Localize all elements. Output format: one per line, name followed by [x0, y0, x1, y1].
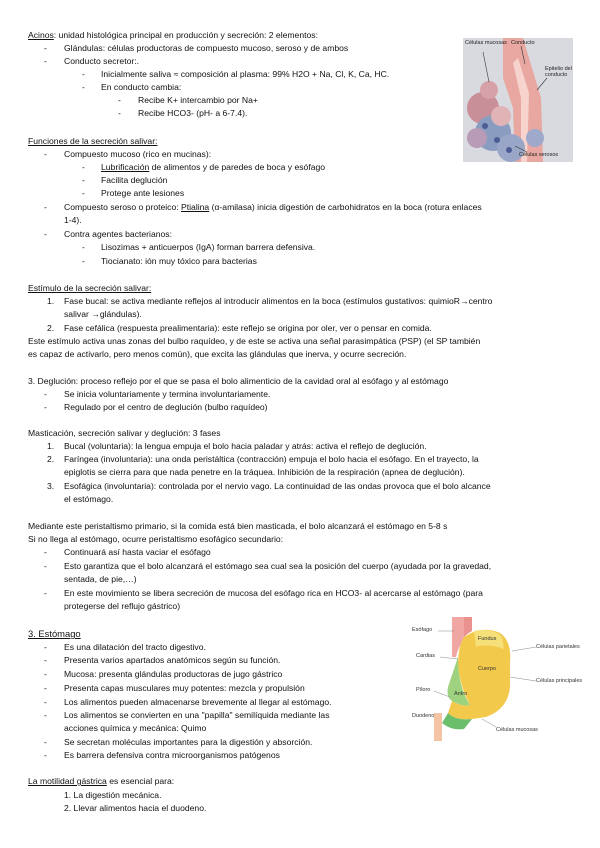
motilidad-title-rest: es esencial para: — [106, 776, 175, 786]
figure-label: Esófago — [412, 627, 433, 633]
figure-label: Cardias — [416, 653, 435, 659]
estimulo-item: Fase bucal: se activa mediante reflejos al introducir alimentos en la boca (estímulos gustativos: quimioR→centro — [64, 296, 493, 306]
seroso-text-rest: (α-amilasa) inicia digestión de carbohidratos en la boca (rotura enlaces — [209, 202, 482, 212]
estomago-item: Se secretan moléculas importantes para la digestión y absorción. — [64, 737, 313, 747]
dash-bullet: - — [44, 642, 47, 652]
estomago-item: Mucosa: presenta glándulas productoras de jugo gástrico — [64, 669, 283, 679]
seroso-text: Compuesto seroso o proteico: — [64, 202, 182, 212]
dash-bullet: - — [44, 683, 47, 693]
estomago-item: Es una dilatación del tracto digestivo. — [64, 642, 206, 652]
dash-bullet: - — [44, 402, 47, 412]
figure-label: Células principales — [536, 678, 583, 684]
acinos-item: Glándulas: células productoras de compuesto mucoso, seroso y de ambos — [64, 43, 349, 53]
estimulo-paragraph: Este estímulo activa unas zonas del bulbo raquídeo, y de este se activa una señal parasimpática (PSP) (el SP también — [28, 336, 481, 346]
masticacion-item-cont: el estómago. — [64, 494, 114, 504]
funciones-title: Funciones de la secreción salivar: — [28, 136, 158, 146]
dash-bullet: - — [44, 750, 47, 760]
dash-bullet: - — [82, 82, 85, 92]
figure-label: Duodeno — [412, 713, 435, 719]
dash-bullet: - — [82, 69, 85, 79]
estomago-title: 3. Estómago — [28, 628, 81, 639]
acinos-sub-item: En conducto cambia: — [101, 82, 182, 92]
peristaltismo-item: Continuará así hasta vaciar el esófago — [64, 547, 211, 557]
figure-label: Píloro — [416, 687, 431, 693]
figure-label: Antro — [454, 691, 468, 697]
peristaltismo-item: En este movimiento se libera secreción de mucosa del esófago rica en HCO3- al acercarse al estómago (para — [64, 588, 483, 598]
figure-label: Células mucosas — [496, 727, 538, 733]
dash-bullet: - — [44, 202, 47, 212]
acinus-figure — [463, 38, 573, 162]
dash-bullet: - — [44, 229, 47, 239]
motilidad-item: 1. La digestión mecánica. — [64, 790, 162, 800]
dash-bullet: - — [44, 547, 47, 557]
dash-bullet: - — [44, 697, 47, 707]
estimulo-paragraph: es capaz de activarlo, pero menos común), que excita las glándulas que inerva, y ocurre secreción. — [28, 349, 407, 359]
list-number: 1. — [47, 296, 55, 306]
deglucion-item: Regulado por el centro de deglución (bulbo raquídeo) — [64, 402, 268, 412]
figure-label: Células mucosas — [465, 40, 507, 46]
funciones-sub-item: Tiocianato: ión muy tóxico para bacterias — [101, 256, 257, 266]
list-number: 1. — [47, 441, 55, 451]
masticacion-item: Faríngea (involuntaria): una onda peristáltica (contracción) empuja el bolo hacia el esófago. En el trayecto, la — [64, 454, 479, 464]
acinos-subsub-item: Recibe K+ intercambio por Na+ — [138, 95, 258, 105]
peristaltismo-item-cont: protegerse del reflujo gástrico) — [64, 601, 181, 611]
estomago-item: Es barrera defensiva contra microorganismos patógenos — [64, 750, 280, 760]
dash-bullet: - — [44, 710, 47, 720]
masticacion-item: Bucal (voluntaria): la lengua empuja el bolo hacia paladar y atrás: activa el reflejo de deglución. — [64, 441, 427, 451]
dash-bullet: - — [118, 95, 121, 105]
figure-label: Epitelio del conducto — [545, 66, 572, 78]
acinos-item: Conducto secretor:. — [64, 56, 139, 66]
funciones-item: Compuesto mucoso (rico en mucinas): — [64, 149, 212, 159]
peristaltismo-paragraph: Mediante este peristaltismo primario, si la comida está bien masticada, el bolo alcanzará el estómago en 5-8 s — [28, 521, 448, 531]
dash-bullet: - — [118, 108, 121, 118]
funciones-sub-item: Facilita deglución — [101, 175, 168, 185]
figure-label: Conducto — [511, 40, 535, 46]
dash-bullet: - — [82, 256, 85, 266]
ptialina-term: Ptialina — [181, 202, 210, 212]
acinos-title: Acinos — [28, 30, 54, 40]
stomach-figure — [412, 617, 583, 741]
motilidad-item: 2. Llevar alimentos hacia el duodeno. — [64, 803, 207, 813]
funciones-item-cont: 1-4). — [64, 215, 82, 225]
estomago-item-cont: acciones química y mecánica: Quimo — [64, 723, 207, 733]
acinos-sub-item: Inicialmente saliva ≈ composición al plasma: 99% H2O + Na, Cl, K, Ca, HC. — [101, 69, 390, 79]
masticacion-item-cont: epiglotis se cierra para que nada penetre en la tráquea. Inhibición de la respiración (apnea de deglución). — [64, 467, 465, 477]
masticacion-title: Masticación, secreción salivar y deglución: 3 fases — [28, 428, 221, 438]
funciones-sub-item — [101, 161, 325, 174]
estimulo-item: Fase cefálica (respuesta prealimentaria): este reflejo se origina por oler, ver o pensar en comida. — [64, 323, 432, 333]
motilidad-heading — [28, 775, 174, 788]
acinus-illustration — [463, 38, 573, 162]
funciones-item: Contra agentes bacterianos: — [64, 229, 172, 239]
figure-label: Fundus — [478, 636, 497, 642]
estimulo-title: Estímulo de la secreción salivar: — [28, 283, 152, 293]
dash-bullet: - — [82, 242, 85, 252]
figure-label: Células serosos — [519, 152, 559, 158]
dash-bullet: - — [82, 162, 85, 172]
funciones-sub-item: Lisozimas + anticuerpos (IgA) forman barrera defensiva. — [101, 242, 316, 252]
dash-bullet: - — [44, 655, 47, 665]
peristaltismo-paragraph: Si no llega al estómago, ocurre peristaltismo esofágico secundario: — [28, 534, 284, 544]
acinos-title-rest: : unidad histológica principal en producción y secreción: 2 elementos: — [53, 30, 318, 40]
estomago-item: Presenta capas musculares muy potentes: mezcla y propulsión — [64, 683, 305, 693]
dash-bullet: - — [44, 389, 47, 399]
motilidad-title: La motilidad gástrica — [28, 776, 107, 786]
acinos-subsub-item: Recibe HCO3- (pH- a 6-7.4). — [138, 108, 248, 118]
dash-bullet: - — [44, 56, 47, 66]
lubrificacion-term: Lubrificación — [101, 162, 150, 172]
dash-bullet: - — [44, 43, 47, 53]
list-number: 2. — [47, 323, 55, 333]
list-number: 2. — [47, 454, 55, 464]
dash-bullet: - — [44, 737, 47, 747]
dash-bullet: - — [44, 588, 47, 598]
figure-label: Cuerpo — [478, 666, 497, 672]
funciones-sub-item: Protege ante lesiones — [101, 188, 185, 198]
estomago-item: Los alimentos se convierten en una "papilla" semilíquida mediante las — [64, 710, 330, 720]
dash-bullet: - — [44, 561, 47, 571]
peristaltismo-item-cont: sentada, de pie,…) — [64, 574, 137, 584]
masticacion-item: Esofágica (involuntaria): controlada por el nervio vago. La continuidad de las ondas provoca que el bolo alcance — [64, 481, 491, 491]
dash-bullet: - — [82, 188, 85, 198]
estomago-item: Presenta varios apartados anatómicos según su función. — [64, 655, 281, 665]
figure-label: Células parietales — [536, 644, 580, 650]
funciones-item — [64, 201, 482, 214]
peristaltismo-item: Esto garantiza que el bolo alcanzará el estómago sea cual sea la posición del cuerpo (ayudada por la gravedad, — [64, 561, 492, 571]
dash-bullet: - — [44, 149, 47, 159]
deglucion-title: 3. Deglución: proceso reflejo por el que se pasa el bolo alimenticio de la cavidad oral al esófago y al estómago — [28, 376, 449, 386]
list-number: 3. — [47, 481, 55, 491]
acinos-heading — [28, 29, 318, 42]
dash-bullet: - — [44, 669, 47, 679]
estimulo-item-cont: salivar →glándulas). — [64, 309, 142, 319]
lubrificacion-rest: de alimentos y de paredes de boca y esófago — [149, 162, 326, 172]
estomago-item: Los alimentos pueden almacenarse brevemente al llegar al estómago. — [64, 697, 332, 707]
dash-bullet: - — [82, 175, 85, 185]
deglucion-item: Se inicia voluntariamente y termina involuntariamente. — [64, 389, 271, 399]
